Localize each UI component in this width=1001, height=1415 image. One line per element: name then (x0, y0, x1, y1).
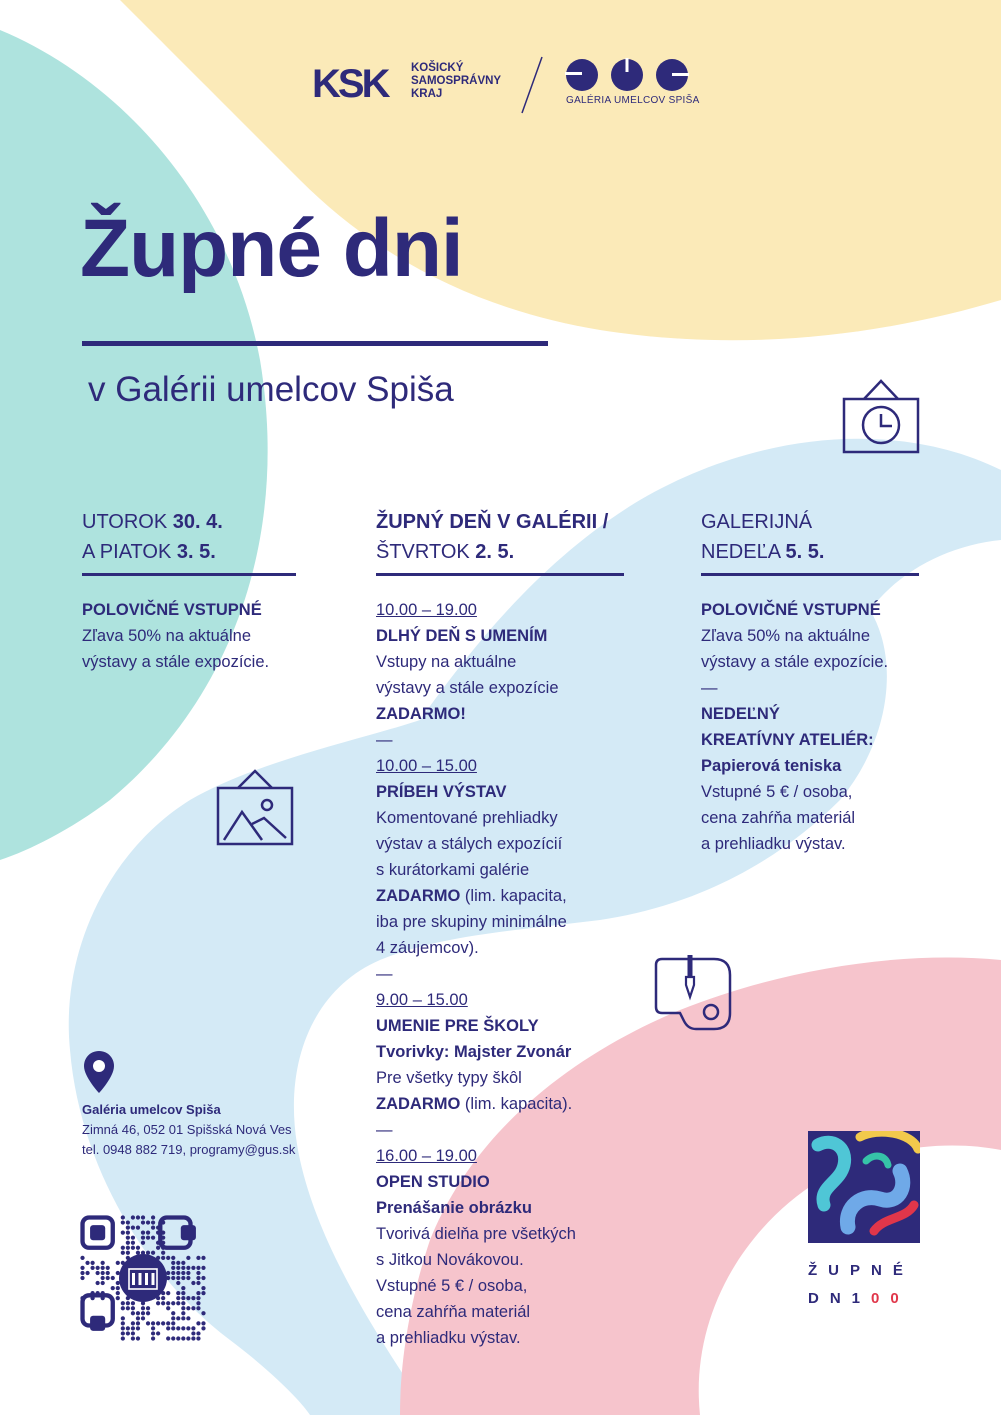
event-1 (376, 597, 646, 727)
event-2-line-3: s kurátorkami galérie (376, 861, 530, 879)
brand-line-2: DN100 (808, 1290, 910, 1307)
right-offer-heading: POLOVIČNÉ VSTUPNÉ (701, 601, 881, 619)
event-1-line-1: Vstupy na aktuálne (376, 653, 517, 671)
event-divider-2: — (376, 965, 393, 983)
right-divider: — (701, 679, 718, 697)
zupne-dni-100-text (808, 1257, 914, 1313)
right-column-body (701, 597, 961, 857)
contact-address: Zimná 46, 052 01 Spišská Nová Ves (82, 1122, 292, 1137)
right-atelier-line-3: a prehliadku výstav. (701, 835, 846, 853)
middle-heading-line-1: ŽUPNÝ DEŇ V GALÉRII / (376, 511, 609, 533)
middle-column-rule (376, 573, 624, 576)
page-subtitle: v Galérii umelcov Spiša (88, 370, 454, 409)
event-divider-1: — (376, 731, 393, 749)
page-title: Župné dni (80, 203, 463, 294)
event-3-name: UMENIE PRE ŠKOLY (376, 1017, 539, 1035)
ksk-line-3: KRAJ (411, 88, 443, 100)
clock-frame-icon (842, 377, 920, 455)
event-1-line-2: výstavy a stále expozície (376, 679, 559, 697)
right-heading-line-1: GALERIJNÁ (701, 511, 813, 533)
ksk-logo-text (411, 62, 501, 101)
right-atelier-sub: Papierová teniska (701, 757, 842, 775)
event-3-sub: Tvorivky: Majster Zvonár (376, 1043, 572, 1061)
event-3-line-1: Pre všetky typy škôl (376, 1069, 522, 1087)
event-2-free-line: ZADARMO (lim. kapacita, (376, 887, 567, 905)
right-column-heading (701, 507, 921, 567)
event-2 (376, 753, 646, 961)
contact-phone-email: tel. 0948 882 719, programy@gus.sk (82, 1142, 296, 1157)
left-column-rule (82, 573, 296, 576)
event-4-line-1: Tvorivá dielňa pre všetkých (376, 1225, 576, 1243)
event-1-time: 10.00 – 19.00 (376, 601, 477, 619)
picture-frame-icon (216, 768, 294, 846)
left-column-heading (82, 507, 296, 567)
event-4-line-4: cena zahŕňa materiál (376, 1303, 531, 1321)
left-offer-line-1: Zľava 50% na aktuálne (82, 627, 252, 645)
middle-column-heading (376, 507, 636, 567)
event-4-sub: Prenášanie obrázku (376, 1199, 532, 1217)
zupne-dni-100-logo (808, 1131, 920, 1243)
event-4-line-2: s Jitkou Novákovou. (376, 1251, 524, 1269)
qr-code-icon[interactable] (80, 1215, 206, 1341)
paint-palette-icon (654, 955, 734, 1035)
teal-shape (0, 30, 268, 860)
right-offer-line-1: Zľava 50% na aktuálne (701, 627, 871, 645)
contact-name: Galéria umelcov Spiša (82, 1102, 221, 1117)
ksk-line-2: SAMOSPRÁVNY (411, 75, 502, 87)
right-atelier-line-1: Vstupné 5 € / osoba, (701, 783, 853, 801)
ksk-logo-mark: KSK (312, 62, 388, 106)
event-1-name: DLHÝ DEŇ S UMENÍM (376, 627, 548, 645)
brand-line-1: ŽUPNÉ (808, 1262, 914, 1279)
logo-divider (520, 55, 544, 115)
right-heading-line-2: NEDEĽA 5. 5. (701, 541, 825, 563)
event-2-time: 10.00 – 15.00 (376, 757, 477, 775)
event-2-name: PRÍBEH VÝSTAV (376, 783, 507, 801)
event-2-after-2: 4 záujemcov). (376, 939, 479, 957)
left-heading-line-2: A PIATOK 3. 5. (82, 541, 216, 563)
middle-heading-line-2: ŠTVRTOK 2. 5. (376, 541, 515, 563)
event-3-time: 9.00 – 15.00 (376, 991, 468, 1009)
event-1-free: ZADARMO! (376, 705, 466, 723)
left-column-body (82, 597, 322, 675)
event-4-line-5: a prehliadku výstav. (376, 1329, 521, 1347)
title-underline (82, 341, 548, 346)
gus-logo-caption: GALÉRIA UMELCOV SPIŠA (566, 95, 700, 106)
event-divider-3: — (376, 1121, 393, 1139)
left-offer-heading: POLOVIČNÉ VSTUPNÉ (82, 601, 262, 619)
right-offer-line-2: výstavy a stále expozície. (701, 653, 889, 671)
event-4-time: 16.00 – 19.00 (376, 1147, 477, 1165)
event-2-after-1: iba pre skupiny minimálne (376, 913, 567, 931)
event-2-line-2: výstav a stálych expozícií (376, 835, 563, 853)
event-3-free-line: ZADARMO (lim. kapacita). (376, 1095, 573, 1113)
ksk-line-1: KOŠICKÝ (411, 62, 464, 74)
left-offer-line-2: výstavy a stále expozície. (82, 653, 270, 671)
right-column-rule (701, 573, 919, 576)
right-atelier-heading-2: KREATÍVNY ATELIÉR: (701, 731, 874, 749)
event-4-name: OPEN STUDIO (376, 1173, 490, 1191)
left-heading-line-1: UTOROK 30. 4. (82, 511, 223, 533)
map-pin-icon (83, 1050, 115, 1094)
right-atelier-heading-1: NEDEĽNÝ (701, 705, 780, 723)
contact-info (82, 1100, 295, 1160)
event-2-line-1: Komentované prehliadky (376, 809, 558, 827)
event-4-line-3: Vstupné 5 € / osoba, (376, 1277, 528, 1295)
event-3 (376, 987, 646, 1117)
middle-column-body (376, 597, 646, 1351)
gus-logo-mark (565, 58, 689, 92)
event-4 (376, 1143, 646, 1351)
right-atelier-line-2: cena zahŕňa materiál (701, 809, 856, 827)
